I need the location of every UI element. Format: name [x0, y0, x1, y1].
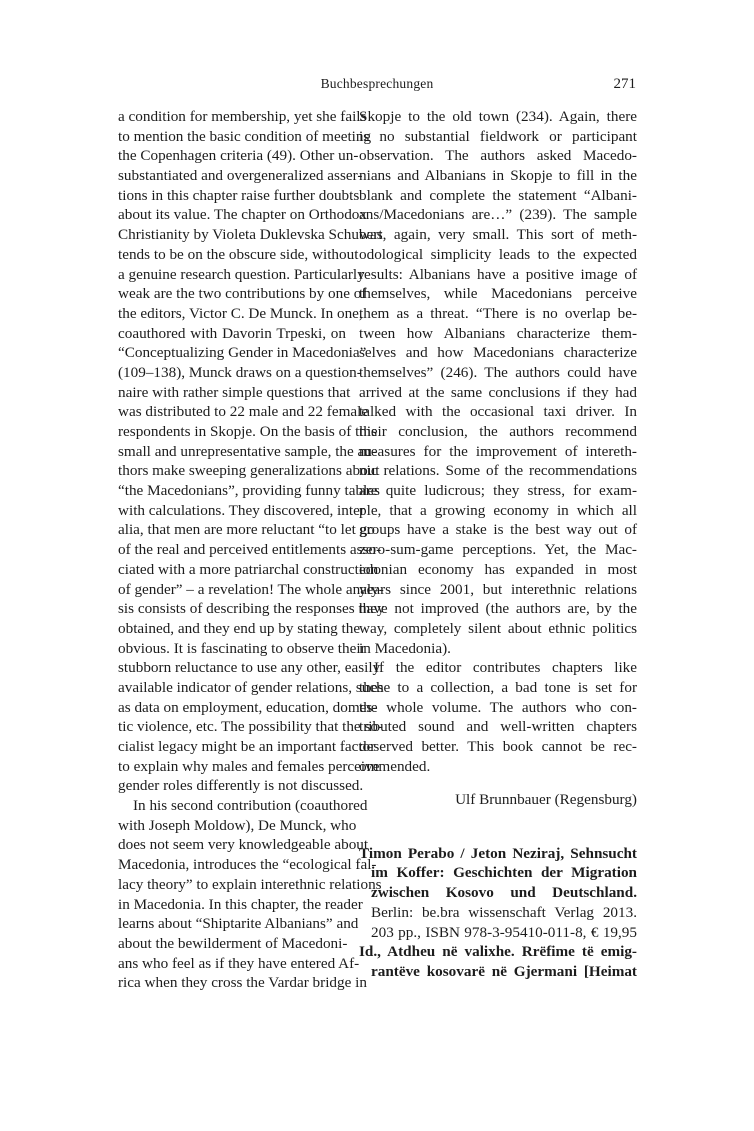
text-line: substantiated and overgeneralized asser-	[118, 167, 363, 185]
spacer	[359, 776, 637, 790]
text-line: (109–138), Munck draws on a question-	[118, 363, 362, 381]
text-line: does not seem very knowledgeable about	[118, 836, 369, 854]
text-line: nians and Albanians in Skopje to fill in the	[359, 167, 637, 185]
text-line: them as a threat. “There is no overlap be-	[359, 304, 637, 322]
running-head	[118, 76, 636, 96]
text-line: the Copenhagen criteria (49). Other un-	[118, 147, 359, 165]
text-line: of gender” – a revelation! The whole analy-	[118, 580, 384, 598]
text-line: gender roles differently is not discussed.	[118, 777, 364, 795]
text-line: talked with the occasional taxi driver. In	[359, 403, 637, 421]
text-line: Skopje to the old town (234). Again, there	[359, 108, 637, 125]
text-line: is no substantial fieldwork or participant	[359, 127, 637, 145]
text-line: results: Albanians have a positive image of	[359, 265, 637, 283]
text-line: alia, that men are more reluctant “to let go	[118, 521, 375, 539]
text-line: was distributed to 22 male and 22 female	[118, 403, 369, 421]
text-line: naire with rather simple questions that	[118, 383, 351, 401]
text-line: obvious. It is fascinating to observe their	[118, 639, 366, 657]
text-line: of the real and perceived entitlements asso-	[118, 541, 382, 559]
text-line: respondents in Skopje. On the basis of this	[118, 423, 378, 440]
text-line: tends to be on the obscure side, without	[118, 245, 359, 263]
text-line: sis consists of describing the responses they	[118, 600, 385, 618]
text-line: thors make sweeping generalizations about	[118, 462, 380, 480]
spacer	[359, 830, 637, 844]
text-line: rica when they cross the Vardar bridge in	[118, 974, 367, 992]
text-line: about its value. The chapter on Orthodox	[118, 206, 367, 224]
text-line: are quite ludicrous; they stress, for exam-	[359, 482, 637, 500]
text-line: “the Macedonians”, providing funny tables	[118, 482, 380, 500]
text-line: odological simplicity leads to the expected	[359, 245, 637, 263]
text-line: selves and how Macedonians characterize	[359, 344, 637, 362]
text-line: with Joseph Moldow), De Munck, who	[118, 816, 357, 834]
text-line: a genuine research question. Particularly	[118, 265, 365, 283]
text-line: tic violence, etc. The possibility that the so-	[118, 718, 384, 736]
text-line: arrived at the same conclusions if they had	[359, 383, 637, 401]
bibliographic-line: Berlin: be.bra wissenschaft Verlag 2013.	[371, 903, 637, 921]
reviewer-signature: Ulf Brunnbauer (Regensburg)	[455, 791, 637, 809]
text-line: tions in this chapter raise further doubts	[118, 186, 360, 204]
text-line: to explain why males and females perceive	[118, 757, 380, 775]
text-line: deserved better. This book cannot be rec-	[359, 738, 637, 755]
text-line: tributed sound and well-written chapters	[359, 718, 637, 736]
text-line: edonian economy has expanded in most	[359, 560, 637, 578]
text-line: in Macedonia. In this chapter, the reader	[118, 895, 363, 913]
text-line: was, again, very small. This sort of meth-	[359, 226, 637, 244]
text-line: “Conceptualizing Gender in Macedonia”	[118, 344, 367, 362]
text-line: Macedonia, introduces the “ecological fal-	[118, 856, 377, 874]
text-line: cialist legacy might be an important factor	[118, 738, 376, 755]
text-line: lacy theory” to explain interethnic relations	[118, 875, 382, 893]
bibliographic-line: 203 pp., ISBN 978-3-95410-011-8, € 19,95	[371, 923, 637, 941]
bibliographic-line: Timon Perabo / Jeton Neziraj, Sehnsucht	[359, 844, 637, 862]
text-line: zero-sum-game perceptions. Yet, the Mac-	[359, 541, 637, 559]
bibliographic-line: zwischen Kosovo und Deutschland.	[371, 884, 637, 902]
text-line: the editors, Victor C. De Munck. In one,	[118, 304, 363, 322]
text-line: ans/Macedonians are…” (239). The sample	[359, 206, 637, 224]
text-line: coauthored with Davorin Trpeski, on	[118, 324, 346, 342]
text-line: observation. The authors asked Macedo-	[359, 147, 637, 165]
text-line: a condition for membership, yet she fails	[118, 108, 367, 125]
page-number: 271	[613, 76, 636, 92]
text-line: in Macedonia).	[359, 639, 451, 657]
text-line: ommended.	[359, 757, 431, 775]
text-line: years since 2001, but interethnic relations	[359, 580, 637, 598]
running-title: Buchbesprechungen	[320, 76, 434, 91]
bibliographic-line: rantëve kosovarë në Gjermani [Heimat	[371, 962, 637, 980]
text-line: as data on employment, education, domes-	[118, 698, 378, 716]
text-line: available indicator of gender relations, such	[118, 678, 384, 696]
text-line: groups have a stake is the best way out of	[359, 521, 637, 539]
bibliographic-line: Id., Atdheu në valixhe. Rrëfime të emig-	[359, 943, 637, 961]
paragraph-start-line: If the editor contributes chapters like	[374, 659, 637, 677]
text-line: have not improved (the authors are, by the	[359, 600, 637, 618]
text-line: small and unrepresentative sample, the au-	[118, 442, 377, 460]
text-line: blank and complete the statement “Albani-	[359, 186, 637, 204]
text-line: the whole volume. The authors who con-	[359, 698, 637, 716]
left-column	[118, 107, 385, 993]
text-line: learns about “Shiptarite Albanians” and	[118, 915, 359, 933]
right-column	[359, 107, 637, 982]
text-line: ciated with a more patriarchal construction	[118, 560, 379, 578]
text-line: themselves” (246). The authors could have	[359, 363, 637, 381]
text-line: about the bewilderment of Macedoni-	[118, 934, 348, 952]
text-line: weak are the two contributions by one of	[118, 285, 367, 303]
next-review-heading	[359, 844, 637, 982]
text-line: to mention the basic condition of meeting	[118, 127, 372, 145]
text-line: ple, that a growing economy in which all	[359, 501, 637, 519]
text-line: Christianity by Violeta Duklevska Schubert	[118, 226, 383, 244]
text-line: themselves, while Macedonians perceive	[359, 285, 637, 303]
paragraph-start-line: In his second contribution (coauthored	[133, 797, 368, 815]
text-line: stubborn reluctance to use any other, easily	[118, 659, 381, 677]
text-line: way, completely silent about ethnic politics	[359, 619, 637, 637]
text-line: measures for the improvement of intereth-	[359, 442, 637, 460]
text-line: nic relations. Some of the recommendations	[359, 462, 637, 480]
text-line: obtained, and they end up by stating the	[118, 619, 361, 637]
text-line: ans who feel as if they have entered Af-	[118, 954, 360, 972]
text-line: these to a collection, a bad tone is set for	[359, 678, 637, 696]
text-line: with calculations. They discovered, inter	[118, 501, 365, 519]
text-line: their conclusion, the authors recommend	[359, 423, 637, 440]
spacer	[359, 810, 637, 830]
bibliographic-line: im Koffer: Geschichten der Migration	[371, 864, 637, 882]
text-line: tween how Albanians characterize them-	[359, 324, 637, 342]
